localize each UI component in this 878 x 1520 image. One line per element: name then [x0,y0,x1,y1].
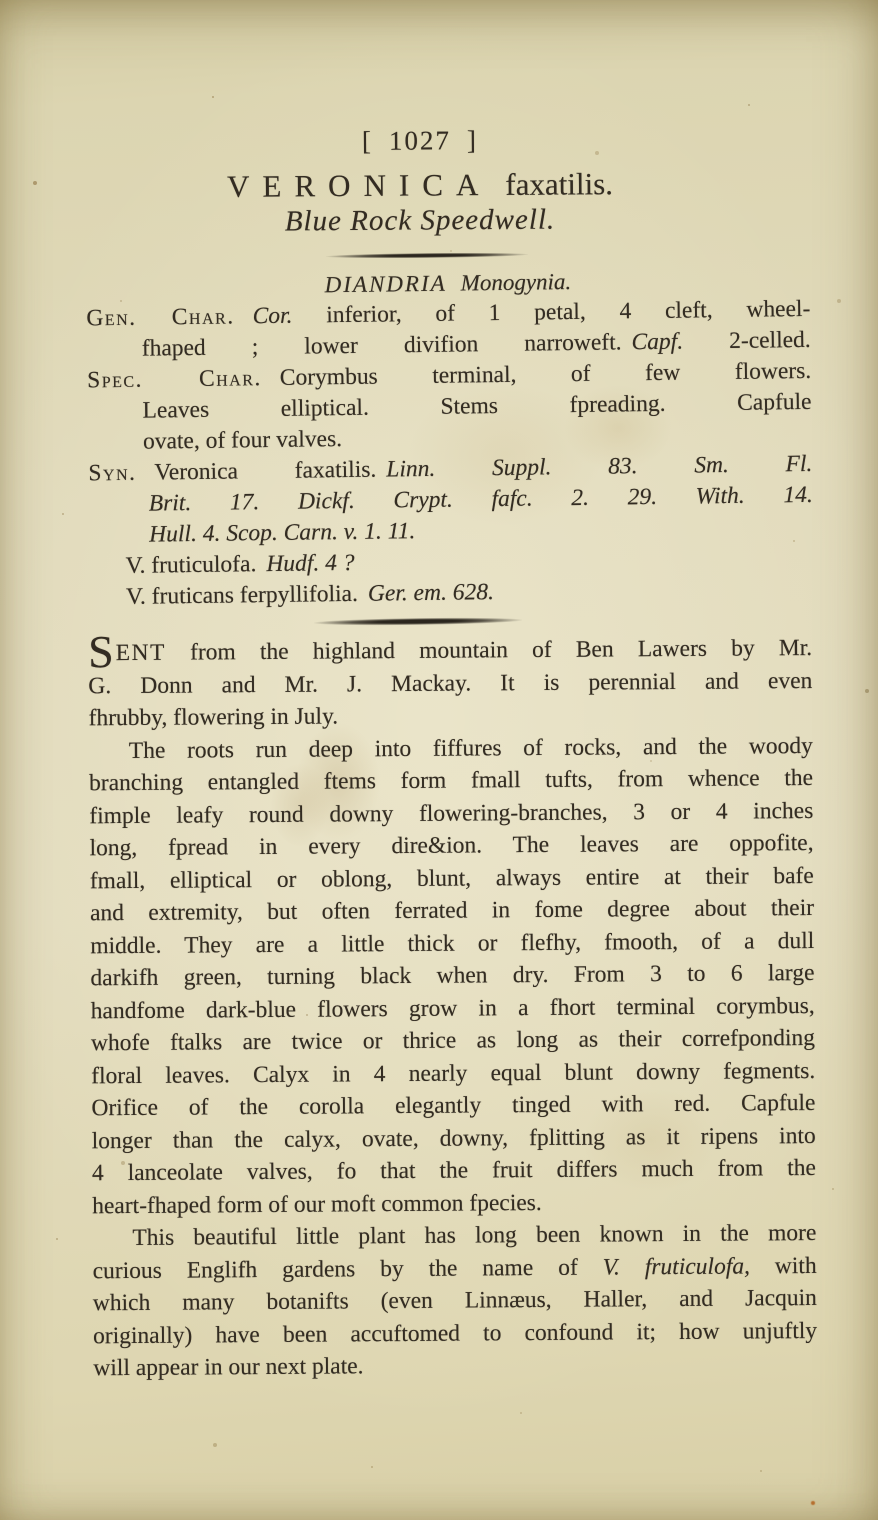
paragraph-3-line-1: This beautiful little plant has long been known in the more [132,1219,817,1251]
syn-label: Syn. [88,459,137,487]
paragraph-3-line-5: will appear in our next plate. [93,1353,364,1382]
paragraph-2-line-3: fimple leafy round downy flowering-branches, 3 or 4 inches [89,797,814,829]
spec-char-text-3: ovate, of four valves. [142,426,343,455]
species-epithet: faxatilis. [505,166,614,202]
paragraph-1-text: from the highland mountain of Ben Lawers by Mr. [189,634,813,666]
syn-name-5: V. fruticans ferpyllifolia. [125,580,359,610]
bracket-open: [ [361,125,374,156]
paragraph-3-line-4: originally) have been accuftomed to confound it; how unjuftly [93,1317,818,1349]
syn-ref-1: Linn. Suppl. 83. Sm. Fl. [386,450,813,483]
syn-name-4: V. fruticulofa. [125,551,257,579]
syn-ref-5: Ger. em. 628. [367,579,495,607]
spec-char-label: Spec. Char. [87,365,262,394]
divider-rule-top [326,252,528,259]
species-title [58,165,782,206]
gen-char-text-3: 2-celled. [728,326,811,354]
paragraph-2-line-4: long, fpread in every dire&ion. The leaves are oppofite, [89,829,814,862]
paragraph-2-line-10: whofe ftalks are twice or thrice as long as their correfponding [90,1024,816,1057]
paragraph-1-line-1 [87,626,813,678]
spec-char-text-2: Leaves elliptical. Stems fpreading. Capfule [142,388,812,424]
paragraph-3-species-name: V. fruticulofa, [602,1252,751,1281]
class-order: DIANDRIA [324,270,447,298]
gen-char-cor: Cor. [252,302,293,330]
paragraph-3-line-3: which many botanifts (even Linnæus, Haller, and Jacquin [92,1284,817,1317]
gen-char-text-1: inferior, of 1 petal, 4 cleft, wheel- [326,295,811,329]
divider-rule-middle [314,617,522,627]
common-name: Blue Rock Speedwell. [284,203,556,238]
paragraph-2-line-2: branching entangled ftems form fmall tufts, from whence the [88,764,814,797]
paragraph-3-line-2 [93,1249,817,1287]
paragraph-2-line-1: The roots run deep into fiffures of rocks, and the woody [128,732,813,764]
page-number [58,123,782,159]
paragraph-2-line-13: longer than the calyx, ovate, downy, fplitting as it ripens into [91,1122,816,1154]
paragraph-1-line-3: fhrubby, flowering in July. [88,703,339,732]
paragraph-2-line-12: Orifice of the corolla elegantly tinged with red. Capfule [91,1089,816,1122]
gen-char-capf: Capf. [631,328,684,356]
syn-ref-2: Brit. 17. Dickf. Crypt. fafc. 2. 29. With. 14. [148,481,813,517]
paragraph-2-line-8: darkifh green, turning black when dry. From 3 to 6 large [90,959,815,992]
gen-char-text-2: fhaped ; lower divifion narroweft. [141,329,622,362]
paragraph-2-line-9: handfome dark-blue flowers grow in a fhort terminal corymbus, [90,992,815,1024]
paragraph-2-line-7: middle. They are a little thick or flefhy, fmooth, of a dull [90,927,815,959]
bracket-close: ] [466,125,479,156]
paragraph-3-text-b: with [774,1252,817,1279]
genus-name: VERONICA [226,166,492,204]
spec-char-text-1: Corymbus terminal, of few flowers. [279,357,812,391]
class-suborder: Monogynia. [460,269,572,296]
paragraph-2-line-6: and extremity, but often ferrated in fome degree about their [89,894,815,927]
paragraph-1-line-2: G. Donn and Mr. J. Mackay. It is perennial and even [88,667,813,699]
description-section [87,626,818,1385]
paragraph-2-line-15: heart-fhaped form of our moft common fpecies. [92,1189,542,1219]
paragraph-3-text-a: curious Englifh gardens by the name of [92,1254,578,1284]
syn-ref-3: Hull. 4. Scop. Carn. v. 1. 11. [149,518,416,548]
drop-cap-rest: ENT [115,639,166,667]
gen-char-label: Gen. Char. [86,303,235,332]
paragraph-2-line-5: fmall, elliptical or oblong, blunt, always entire at their bafe [89,862,814,894]
paragraph-2-line-14: 4 lanceolate valves, fo that the fruit differs much from the [91,1154,817,1187]
syn-ref-4: Hudf. 4 ? [266,549,355,578]
drop-cap-initial: S [87,626,116,678]
syn-name-1: Veronica faxatilis. [154,456,377,486]
characters-section [86,263,814,613]
page-number-value: 1027 [388,125,452,156]
paragraph-2-line-11: floral leaves. Calyx in 4 nearly equal blunt downy fegments. [91,1057,816,1089]
